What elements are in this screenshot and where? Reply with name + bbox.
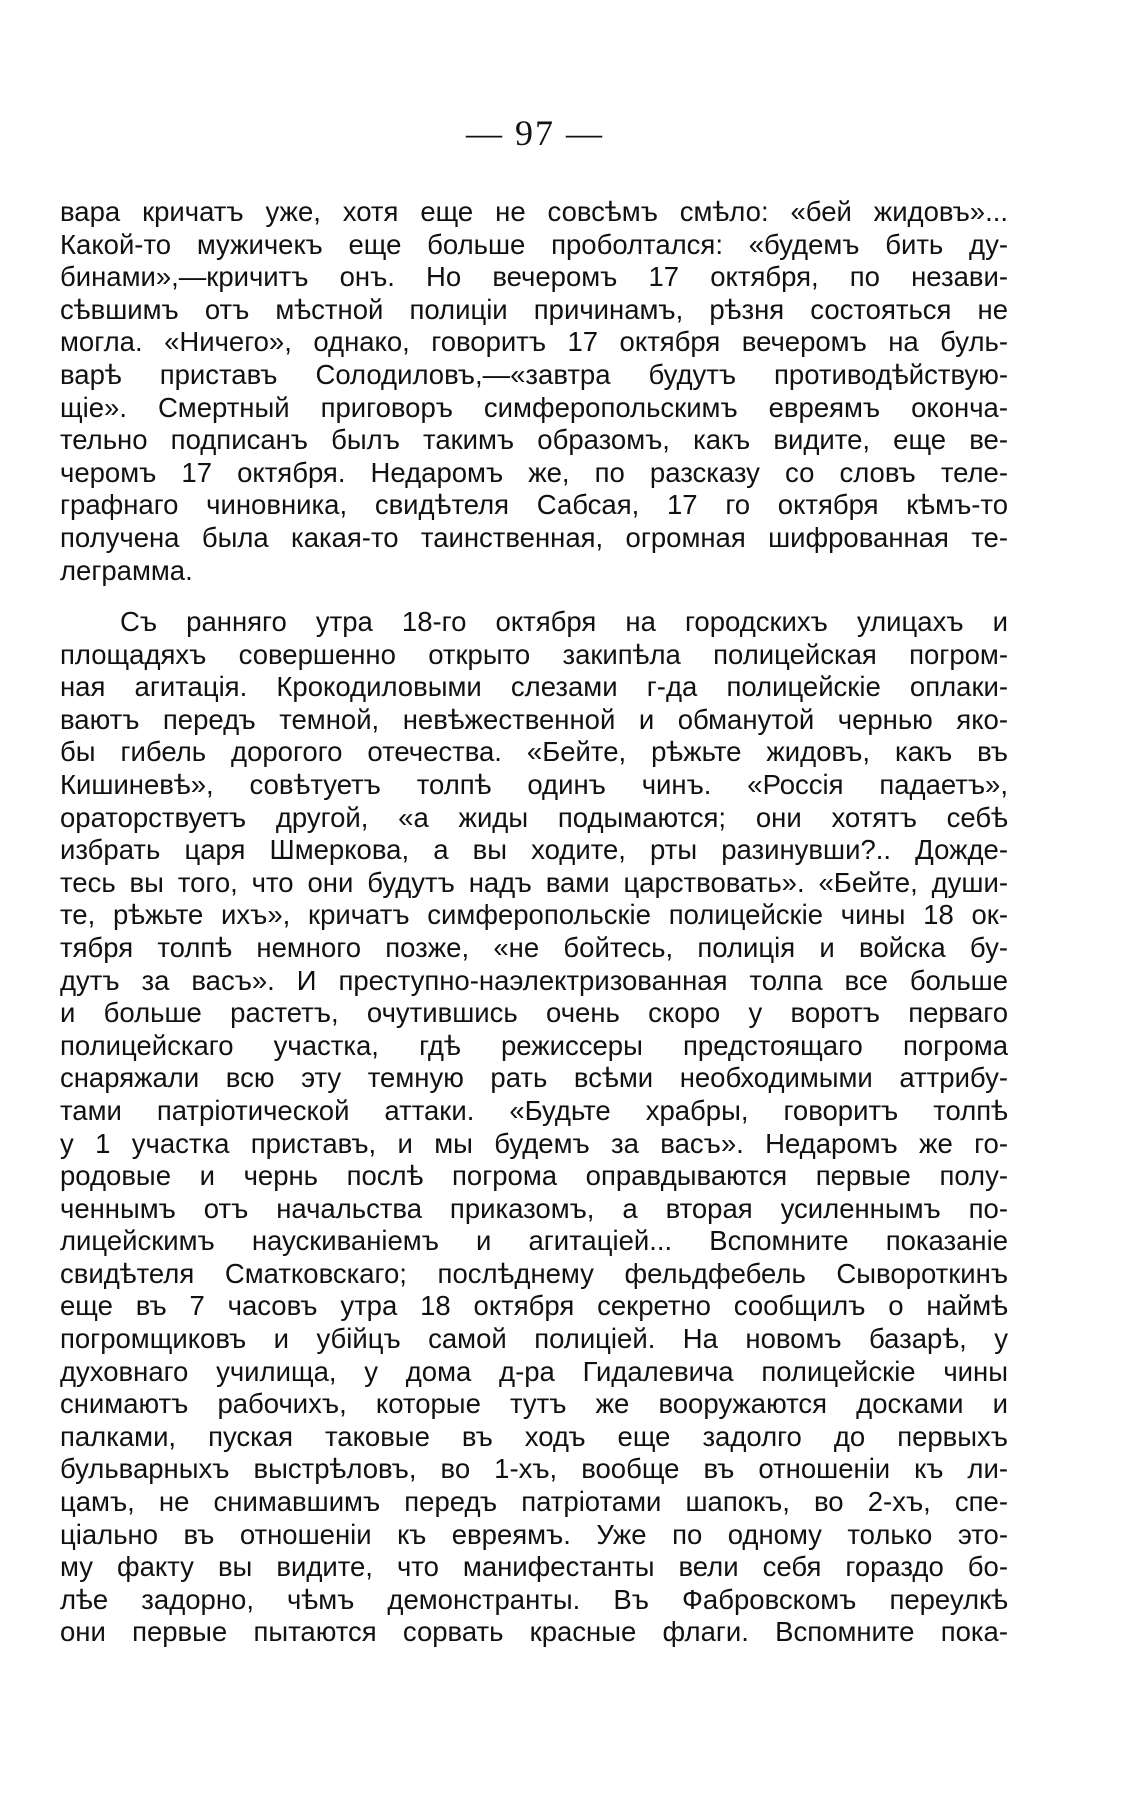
text-line: ціально въ отношеніи къ евреямъ. Уже по одному только это- [60,1518,1008,1550]
text-line: ченнымъ отъ начальства приказомъ, а вторая усиленнымъ по- [60,1192,1008,1224]
text-line: могла. «Ничего», однако, говоритъ 17 октября вечеромъ на буль- [60,326,1008,358]
text-line: и больше растетъ, очутившись очень скоро у воротъ перваго [60,997,1008,1029]
text-line: бульварныхъ выстрѣловъ, во 1-хъ, вообще въ отношеніи къ ли- [60,1453,1008,1485]
text-line: ная агитація. Крокодиловыми слезами г-да полицейскіе оплаки- [60,671,1008,703]
text-line: ораторствуетъ другой, «а жиды подымаются; они хотятъ себѣ [60,801,1008,833]
text-line: духовнаго училища, у дома д-ра Гидалевича полицейскіе чины [60,1355,1008,1387]
text-line: они первые пытаются сорвать красные флаги. Вспомните пока- [60,1616,1008,1648]
page-number: — 97 — [466,113,604,153]
text-line: погромщиковъ и убійцъ самой полиціей. На новомъ базарѣ, у [60,1323,1008,1355]
text-line: вара кричатъ уже, хотя еще не совсѣмъ смѣло: «бей жидовъ»... [60,196,1008,227]
text-line: полицейскаго участка, гдѣ режиссеры предстоящаго погрома [60,1029,1008,1061]
text-line: бинами»,—кричитъ онъ. Но вечеромъ 17 октября, по незави- [60,261,1008,293]
text-line: избрать царя Шмеркова, а вы ходите, рты разинувши?.. Дожде- [60,834,1008,866]
text-line: тября толпѣ немного позже, «не бойтесь, полиція и войска бу- [60,931,1008,963]
text-line: сѣвшимъ отъ мѣстной полиціи причинамъ, рѣзня состояться не [60,293,1008,325]
text-line: му факту вы видите, что манифестанты вели себя гораздо бо- [60,1551,1008,1583]
paragraph-1 [60,196,1008,587]
text-line: леграмма. [60,554,193,586]
paragraph-2 [60,606,1008,1649]
text-line: дутъ за васъ». И преступно-наэлектризованная толпа все больше [60,964,1008,996]
text-line: ваютъ передъ темной, невѣжественной и обманутой чернью яко- [60,703,1008,735]
text-line: лѣе задорно, чѣмъ демонстранты. Въ Фабровскомъ переулкѣ [60,1583,1008,1615]
text-line: Съ ранняго утра 18-го октября на городскихъ улицахъ и [120,606,1008,637]
text-line: снимаютъ рабочихъ, которые тутъ же вооружаются досками и [60,1388,1008,1420]
text-line: щіе». Смертный приговоръ симферопольскимъ евреямъ оконча- [60,391,1008,423]
text-line: черомъ 17 октября. Недаромъ же, по разсказу со словъ теле- [60,456,1008,488]
text-line: свидѣтеля Сматковскаго; послѣднему фельдфебель Сывороткинъ [60,1257,1008,1289]
text-line: снаряжали всю эту темную рать всѣми необходимыми аттрибу- [60,1062,1008,1094]
text-line: палками, пуская таковые въ ходъ еще задолго до первыхъ [60,1420,1008,1452]
text-line: те, рѣжьте ихъ», кричатъ симферопольскіе полицейскіе чины 18 ок- [60,899,1008,931]
text-line: у 1 участка приставъ, и мы будемъ за васъ». Недаромъ же го- [60,1127,1008,1159]
text-line: графнаго чиновника, свидѣтеля Сабсая, 17 го октября кѣмъ-то [60,489,1008,521]
text-line: родовые и чернь послѣ погрома оправдываются первые полу- [60,1160,1008,1192]
text-line: получена была какая-то таинственная, огромная шифрованная те- [60,521,1008,553]
text-line: Какой-то мужичекъ еще больше проболтался: «будемъ бить ду- [60,228,1008,260]
text-line: еще въ 7 часовъ утра 18 октября секретно сообщилъ о наймѣ [60,1290,1008,1322]
text-line: лицейскимъ наускиваніемъ и агитаціей... Вспомните показаніе [60,1225,1008,1257]
text-line: бы гибель дорогого отечества. «Бейте, рѣжьте жидовъ, какъ въ [60,736,1008,768]
text-line: варѣ приставъ Солодиловъ,—«завтра будутъ противодѣйствую- [60,358,1008,390]
text-line: тесь вы того, что они будутъ надъ вами царствовать». «Бейте, души- [60,866,1008,898]
text-line: цамъ, не снимавшимъ передъ патріотами шапокъ, во 2-хъ, спе- [60,1486,1008,1518]
text-line: тельно подписанъ былъ такимъ образомъ, какъ видите, еще ве- [60,424,1008,456]
text-line: площадяхъ совершенно открыто закипѣла полицейская погром- [60,638,1008,670]
text-line: Кишиневѣ», совѣтуетъ толпѣ одинъ чинъ. «Россія падаетъ», [60,768,1008,800]
text-line: тами патріотической аттаки. «Будьте храбры, говоритъ толпѣ [60,1094,1008,1126]
